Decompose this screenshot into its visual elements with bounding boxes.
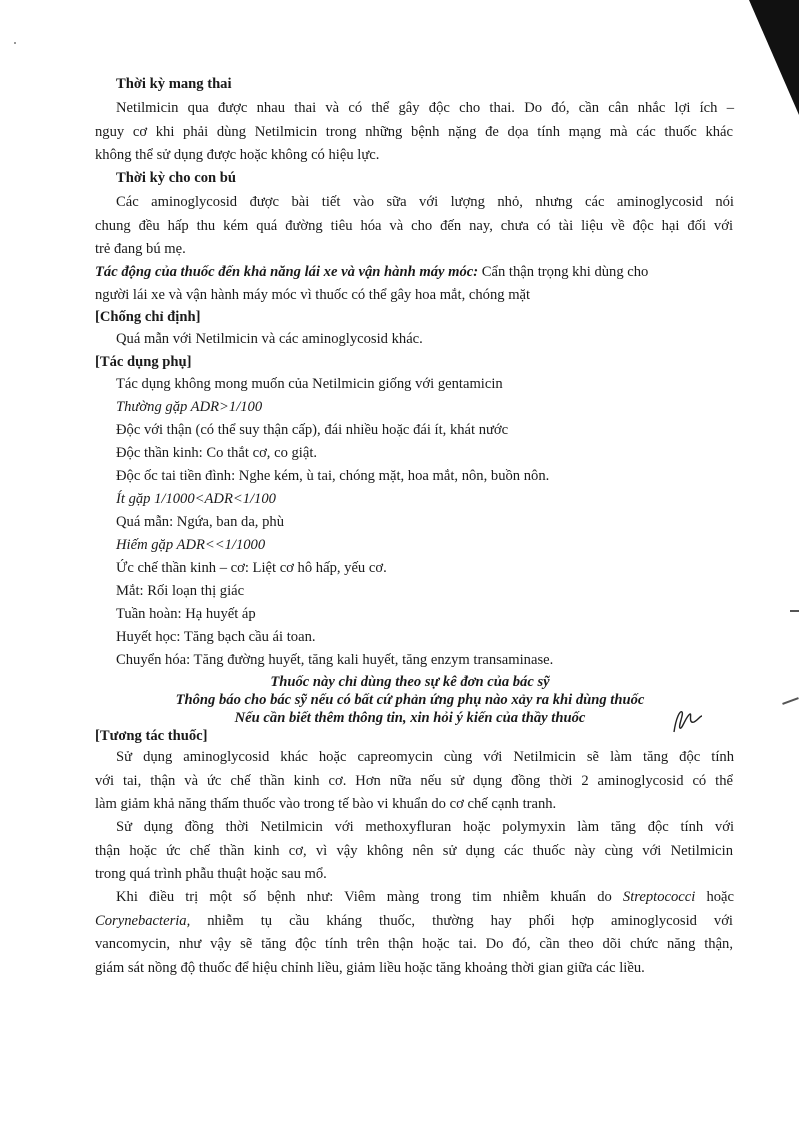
paragraph-line: Các aminoglycosid được bài tiết vào sữa với lượng nhỏ, nhưng các aminoglycosid nói xyxy=(116,194,734,210)
paragraph-line xyxy=(116,886,734,908)
driving-effect-title: Tác động của thuốc đến khả năng lái xe và vận hành máy móc: xyxy=(95,264,479,280)
paragraph-line xyxy=(95,910,733,932)
driving-effect-line xyxy=(95,261,648,283)
paragraph-line: Sử dụng đồng thời Netilmicin với methoxyfluran hoặc polymyxin làm tăng độc tính với xyxy=(116,819,734,835)
paragraph-line: Sử dụng aminoglycosid khác hoặc capreomycin cùng với Netilmicin sẽ làm tăng độc tính xyxy=(116,749,734,765)
paragraph-line: nguy cơ khi phải dùng Netilmicin trong những bệnh nặng đe dọa tính mạng mà các thuốc khác xyxy=(95,124,733,140)
list-item: Tuần hoàn: Hạ huyết áp xyxy=(116,606,256,622)
text-run: Khi điều trị một số bệnh như: Viêm màng trong tim nhiễm khuẩn do xyxy=(116,889,623,905)
paragraph-line: không thể sử dụng được hoặc không có hiệu lực. xyxy=(95,147,380,163)
section-title-pregnancy: Thời kỳ mang thai xyxy=(116,76,232,92)
list-item: Huyết học: Tăng bạch cầu ái toan. xyxy=(116,629,316,645)
paragraph-line: trong quá trình phẫu thuật hoặc sau mổ. xyxy=(95,866,327,882)
scan-corner-shadow xyxy=(749,0,799,115)
frequency-label-rare: Hiếm gặp ADR<<1/1000 xyxy=(116,537,266,553)
section-title-breastfeeding: Thời kỳ cho con bú xyxy=(116,170,237,186)
paragraph-line: Tác dụng không mong muốn của Netilmicin giống với gentamicin xyxy=(116,376,503,392)
paragraph-line: với tai, thận và ức chế thần kinh cơ. Hơn nữa nếu sử dụng đồng thời 2 aminoglycosid có thể xyxy=(95,773,733,789)
paragraph-line: giám sát nồng độ thuốc để hiệu chỉnh liều, giảm liều hoặc tăng khoảng thời gian giữa các liều. xyxy=(95,960,645,976)
paragraph-line: thận hoặc ức chế thần kinh cơ, vì vậy không nên sử dụng các thuốc này cùng với Netilmicin xyxy=(95,843,733,859)
consult-notice: Nếu cần biết thêm thông tin, xin hỏi ý kiến của thầy thuốc xyxy=(234,710,586,726)
report-notice: Thông báo cho bác sỹ nếu có bất cứ phản ứng phụ nào xảy ra khi dùng thuốc xyxy=(175,692,645,708)
list-item: Độc với thận (có thể suy thận cấp), đái nhiều hoặc đái ít, khát nước xyxy=(116,422,509,438)
driving-effect-text: Cẩn thận trọng khi dùng cho xyxy=(478,264,649,280)
organism-name: Corynebacteria, xyxy=(95,913,191,929)
paragraph-line: Netilmicin qua được nhau thai và có thể gây độc cho thai. Do đó, cần cân nhắc lợi ích – xyxy=(116,100,734,116)
list-item: Quá mẫn: Ngứa, ban da, phù xyxy=(116,514,284,530)
section-title-side-effects: [Tác dụng phụ] xyxy=(95,354,192,370)
scan-edge-mark xyxy=(782,697,799,705)
section-title-interactions: [Tương tác thuốc] xyxy=(95,728,208,744)
paragraph-line: người lái xe và vận hành máy móc vì thuốc có thể gây hoa mắt, chóng mặt xyxy=(95,287,531,303)
paragraph-line: Quá mẫn với Netilmicin và các aminoglycosid khác. xyxy=(116,331,423,347)
list-item: Độc thần kinh: Co thắt cơ, co giật. xyxy=(116,445,318,461)
paragraph-line: vancomycin, như vậy sẽ tăng độc tính trên thận hoặc tai. Do đó, cần theo dõi chức năng thận, xyxy=(95,936,733,952)
list-item: Chuyển hóa: Tăng đường huyết, tăng kali huyết, tăng enzym transaminase. xyxy=(116,652,554,668)
frequency-label-uncommon: Ít gặp 1/1000<ADR<1/100 xyxy=(116,491,276,507)
list-item: Độc ốc tai tiền đình: Nghe kém, ù tai, chóng mặt, hoa mắt, nôn, buồn nôn. xyxy=(116,468,550,484)
text-run: hoặc xyxy=(695,889,734,905)
section-title-contraindications: [Chống chỉ định] xyxy=(95,309,201,325)
frequency-label-common: Thường gặp ADR>1/100 xyxy=(116,399,263,415)
paragraph-line: trẻ đang bú mẹ. xyxy=(95,241,186,257)
paragraph-line: làm giảm khả năng thấm thuốc vào trong tế bào vi khuẩn do cơ chế cạnh tranh. xyxy=(95,796,557,812)
list-item: Ức chế thần kinh – cơ: Liệt cơ hô hấp, yếu cơ. xyxy=(116,560,387,576)
scan-edge-mark xyxy=(790,610,799,612)
organism-name: Streptococci xyxy=(622,889,696,905)
scan-speck xyxy=(14,42,16,44)
list-item: Mắt: Rối loạn thị giác xyxy=(116,583,245,599)
prescription-notice: Thuốc này chỉ dùng theo sự kê đơn của bác sỹ xyxy=(270,674,550,690)
text-run: nhiễm tụ cầu kháng thuốc, thường hay phối hợp aminoglycosid với xyxy=(190,913,733,929)
paragraph-line: chung đều hấp thu kém quá đường tiêu hóa và cho đến nay, chưa có tài liệu về độc hại đối với xyxy=(95,218,733,234)
